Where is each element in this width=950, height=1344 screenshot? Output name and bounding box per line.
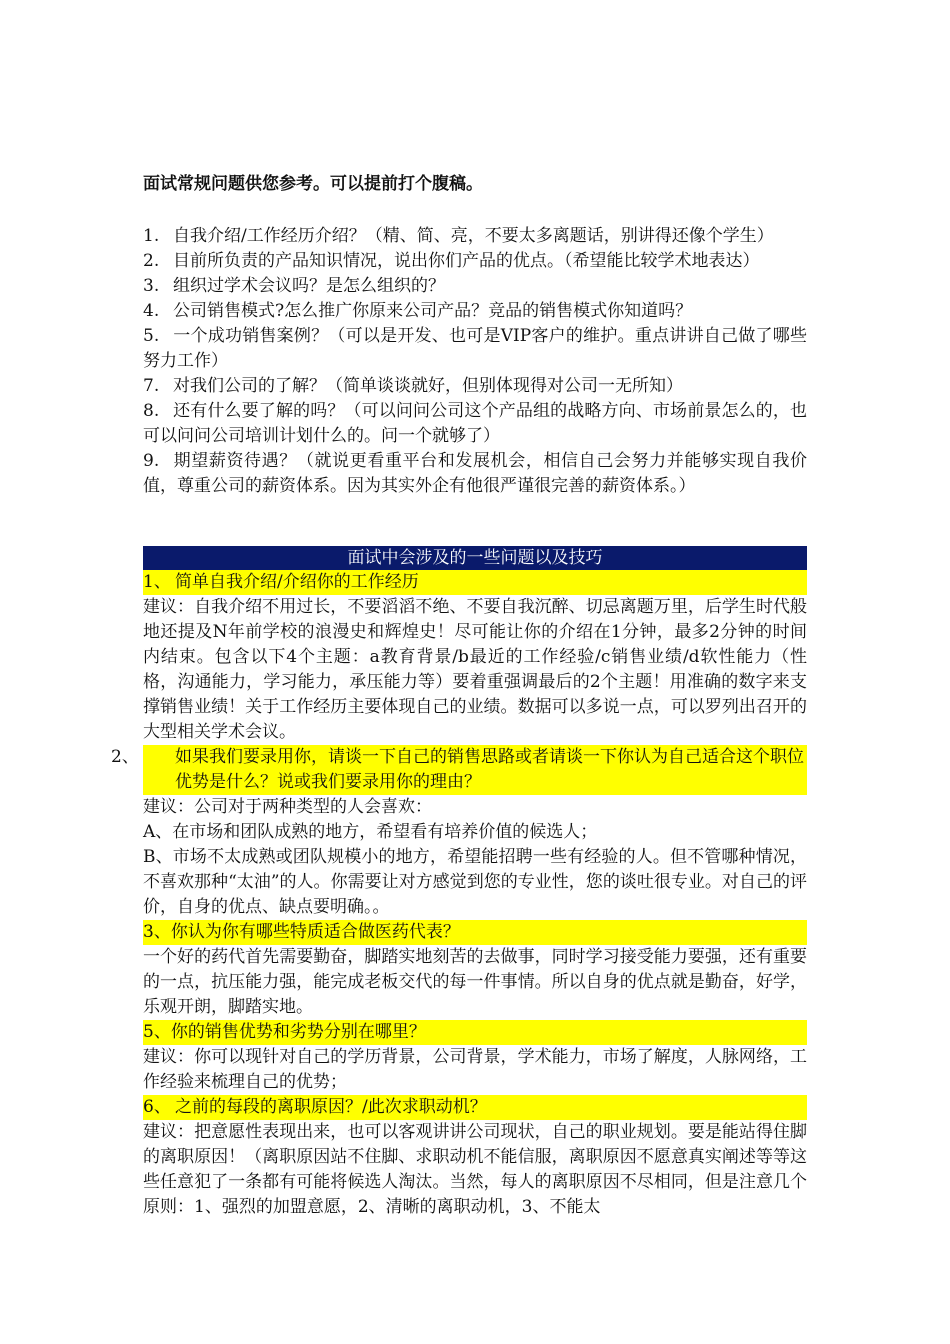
answer-paragraph: 建议：自我介绍不用过长，不要滔滔不绝、不要自我沉醉、切忌离题万里，后学生时代般地还提及N年前学校的浪漫史和辉煌史！尽可能让你的介绍在1分钟，最多2分钟的时间内结束。包含以下4个主题：a教育背景/b最近的工作经验/c销售业绩/d软性能力（性格，沟通能力，学习能力，承压能力等）要着重强调最后的2个主题！用准确的数字来支撑销售业绩！关于工作经历主要体现自己的业绩。数据可以多说一点，可以罗列出召开的大型相关学术会议。	[143, 597, 807, 742]
highlighted-question: 6、 之前的每段的离职原因？/此次求职动机？	[143, 1095, 807, 1120]
highlighted-question: 2、 如果我们要录用你，请谈一下自己的销售思路或者请谈一下你认为自己适合这个职位优势是什么？说或我们要录用你的理由？	[143, 745, 807, 795]
answer-paragraph: B、市场不太成熟或团队规模小的地方，希望能招聘一些有经验的人。但不管哪种情况，不喜欢那种“太油”的人。你需要让对方感觉到您的专业性，您的谈吐很专业。对自己的评价，自身的优点、缺点要明确。。	[143, 847, 807, 917]
highlighted-question: 3、你认为你有哪些特质适合做医药代表？	[143, 920, 807, 945]
list-item: 2. 目前所负责的产品知识情况，说出你们产品的优点。（希望能比较学术地表达）	[143, 251, 760, 271]
list-item: 5. 一个成功销售案例？（可以是开发、也可是VIP客户的维护。重点讲讲自己做了哪些努力工作）	[143, 326, 807, 371]
answer-paragraph: 建议：把意愿性表现出来，也可以客观讲讲公司现状，自己的职业规划。要是能站得住脚的离职原因！（离职原因站不住脚、求职动机不能信服，离职原因不愿意真实阐述等等这些任意犯了一条都有可能将候选人淘汰。当然，每人的离职原因不尽相同，但是注意几个原则：1、强烈的加盟意愿，2、清晰的离职动机，3、不能太	[143, 1122, 807, 1217]
answer-paragraph: 建议：你可以现针对自己的学历背景，公司背景，学术能力，市场了解度，人脉网络，工作经验来梳理自己的优势；	[143, 1047, 807, 1092]
list-item: 8. 还有什么要了解的吗？（可以问问公司这个产品组的战略方向、市场前景怎么的，也可以问问公司培训计划什么的。问一个就够了）	[143, 401, 807, 446]
question-list	[143, 224, 807, 499]
list-item: 3. 组织过学术会议吗？是怎么组织的？	[143, 276, 445, 296]
answer-paragraph: 一个好的药代首先需要勤奋，脚踏实地刻苦的去做事，同时学习接受能力要强，还有重要的一点，抗压能力强，能完成老板交代的每一件事情。所以自身的优点就是勤奋，好学，乐观开朗，脚踏实地。	[143, 947, 807, 1017]
list-item: 1. 自我介绍/工作经历介绍？（精、简、亮，不要太多离题话，别讲得还像个学生）	[143, 226, 774, 246]
list-item: 7. 对我们公司的了解？（简单谈谈就好，但别体现得对公司一无所知）	[143, 376, 683, 396]
tips-section	[111, 546, 807, 1220]
list-item: 4. 公司销售模式?怎么推广你原来公司产品？竞品的销售模式你知道吗？	[143, 301, 693, 321]
answer-paragraph: 建议：公司对于两种类型的人会喜欢：	[143, 797, 432, 817]
highlighted-question: 5、你的销售优势和劣势分别在哪里？	[143, 1020, 807, 1045]
highlighted-question: 1、 简单自我介绍/介绍你的工作经历	[143, 570, 807, 595]
section-header: 面试中会涉及的一些问题以及技巧	[143, 546, 807, 570]
answer-paragraph: A、在市场和团队成熟的地方，希望看有培养价值的候选人；	[143, 822, 598, 842]
page-title: 面试常规问题供您参考。可以提前打个腹稿。	[143, 174, 483, 194]
list-item: 9. 期望薪资待遇？（就说更看重平台和发展机会，相信自己会努力并能够实现自我价值，尊重公司的薪资体系。因为其实外企有他很严谨很完善的薪资体系。）	[143, 451, 807, 496]
